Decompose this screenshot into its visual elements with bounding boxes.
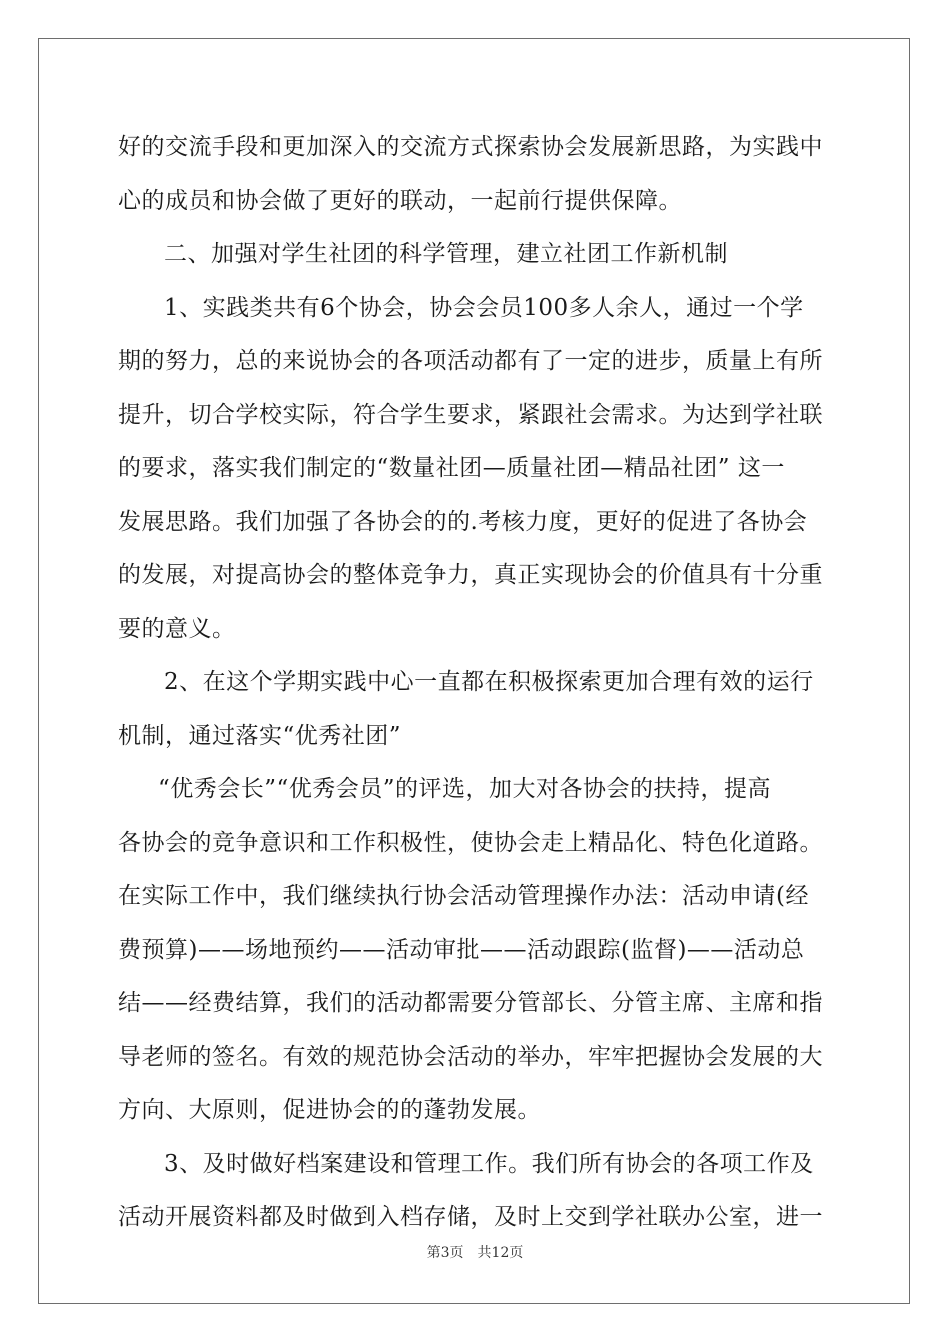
text-line: 在实际工作中，我们继续执行协会活动管理操作办法：活动申请(经 [118,883,809,909]
text-line: 各协会的竞争意识和工作积极性，使协会走上精品化、特色化道路。 [118,829,823,856]
text-line: 1、实践类共有6个协会，协会会员100多人余人，通过一个学 [164,294,804,321]
text-line: 机制，通过落实“优秀社团” [118,722,402,749]
text-line: 方向、大原则，促进协会的的蓬勃发展。 [118,1097,541,1123]
page-number: 第3页 [426,1245,464,1261]
text-line: 期的努力，总的来说协会的各项活动都有了一定的进步，质量上有所 [118,348,823,374]
text-line: 发展思路。我们加强了各协会的的.考核力度，更好的促进了各协会 [118,508,808,535]
section-heading: 二、加强对学生社团的科学管理，建立社团工作新机制 [164,241,728,267]
page-footer [0,1242,950,1262]
document-body [118,121,834,1245]
text-line: 要的意义。 [118,615,236,642]
text-line: “优秀会长”“优秀会员”的评选，加大对各协会的扶持，提高 [158,776,772,802]
text-line: 结——经费结算，我们的活动都需要分管部长、分管主席、主席和指 [118,990,823,1016]
text-line: 活动开展资料都及时做到入档存储，及时上交到学社联办公室，进一 [118,1204,823,1230]
text-line: 的要求，落实我们制定的“数量社团—质量社团—精品社团” 这一 [118,455,785,481]
text-line: 3、及时做好档案建设和管理工作。我们所有协会的各项工作及 [164,1150,814,1177]
text-line: 的发展，对提高协会的整体竞争力，真正实现协会的价值具有十分重 [118,562,823,588]
text-line: 心的成员和协会做了更好的联动，一起前行提供保障。 [118,187,682,214]
text-line: 费预算)——场地预约——活动审批——活动跟踪(监督)——活动总 [118,936,805,963]
text-line: 2、在这个学期实践中心一直都在积极探索更加合理有效的运行 [164,669,814,695]
text-line: 导老师的签名。有效的规范协会活动的举办，牢牢把握协会发展的大 [118,1043,823,1070]
page-total: 共12页 [477,1245,524,1261]
text-line: 提升，切合学校实际，符合学生要求，紧跟社会需求。为达到学社联 [118,401,823,428]
text-line: 好的交流手段和更加深入的交流方式探索协会发展新思路，为实践中 [118,134,823,160]
